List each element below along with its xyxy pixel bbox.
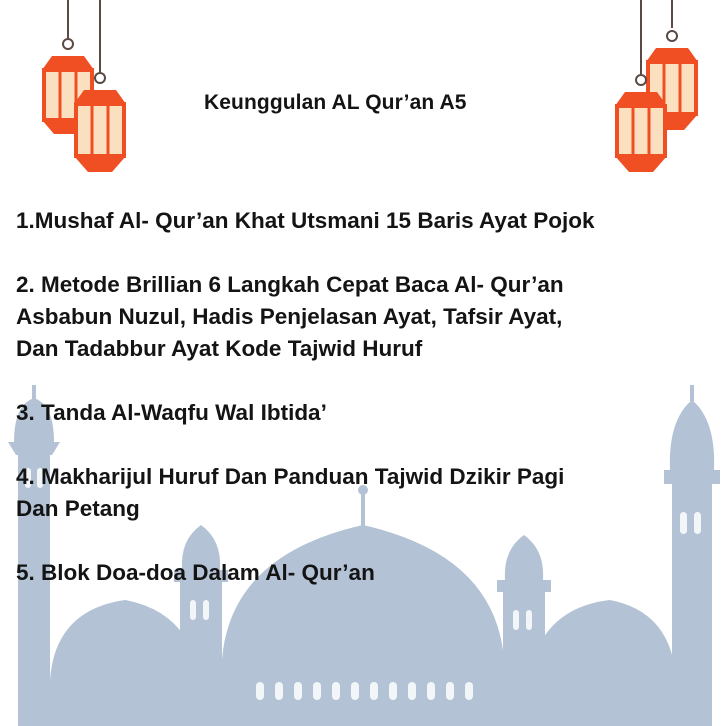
feature-item-4 (16, 461, 716, 525)
feature-text: 1.Mushaf Al- Qur’an Khat Utsmani 15 Baris Ayat Pojok (16, 208, 595, 233)
feature-text: 5. Blok Doa-doa Dalam Al- Qur’an (16, 560, 375, 585)
page-title: Keunggulan AL Qur’an A5 (204, 91, 467, 114)
feature-item-3 (16, 397, 716, 429)
feature-item-2 (16, 269, 716, 365)
feature-text: Asbabun Nuzul, Hadis Penjelasan Ayat, Tafsir Ayat, (16, 304, 563, 329)
feature-item-1 (16, 205, 716, 237)
feature-text: 3. Tanda Al-Waqfu Wal Ibtida’ (16, 400, 327, 425)
feature-list (16, 205, 716, 621)
feature-text: Dan Petang (16, 496, 140, 521)
feature-item-5 (16, 557, 716, 589)
feature-text: 2. Metode Brillian 6 Langkah Cepat Baca Al- Qur’an (16, 272, 564, 297)
feature-text: Dan Tadabbur Ayat Kode Tajwid Huruf (16, 336, 423, 361)
feature-text: 4. Makharijul Huruf Dan Panduan Tajwid Dzikir Pagi (16, 464, 565, 489)
